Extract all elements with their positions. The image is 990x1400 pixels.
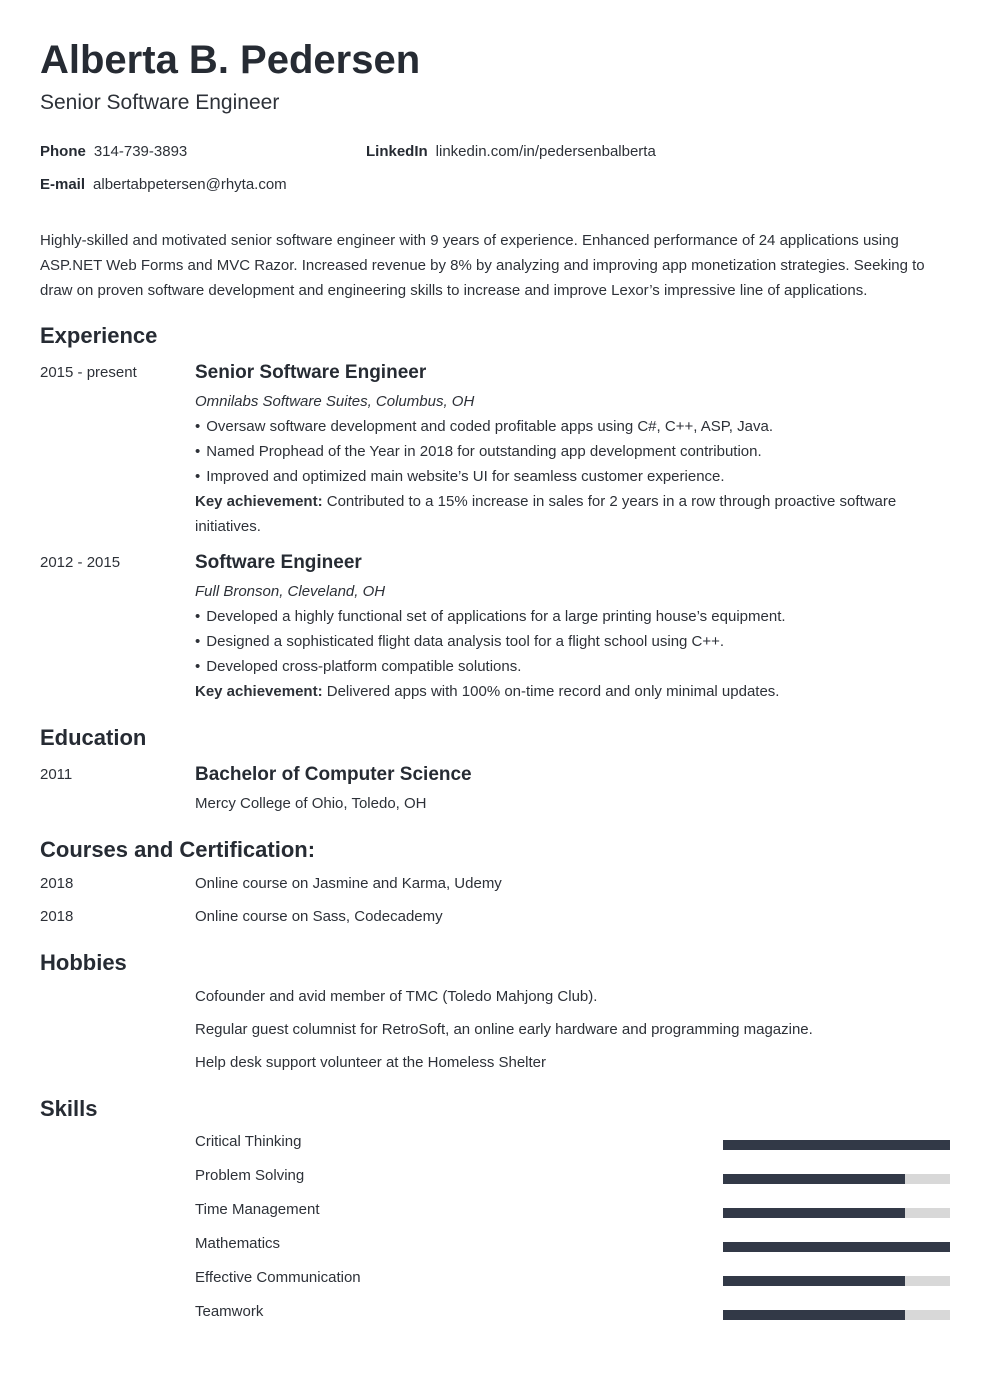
job-dates: 2012 - 2015 bbox=[40, 554, 121, 571]
hobby-item: Cofounder and avid member of TMC (Toledo Mahjong Club). bbox=[195, 988, 598, 1005]
skill-level-fill bbox=[723, 1140, 950, 1150]
skill-level-fill bbox=[723, 1310, 905, 1320]
education-year: 2011 bbox=[40, 766, 73, 783]
course-text: Online course on Sass, Codecademy bbox=[195, 908, 443, 925]
job-achievement bbox=[195, 679, 779, 704]
skill-level-fill bbox=[723, 1242, 950, 1252]
job-bullet: • Developed cross-platform compatible solutions. bbox=[195, 654, 521, 679]
skill-level-bar bbox=[723, 1242, 950, 1252]
job-dates: 2015 - present bbox=[40, 364, 137, 381]
skill-row bbox=[195, 1201, 950, 1221]
achievement-text: Delivered apps with 100% on-time record and only minimal updates. bbox=[326, 683, 780, 700]
job-bullet: • Designed a sophisticated flight data analysis tool for a flight school using C++. bbox=[195, 629, 724, 654]
skill-level-fill bbox=[723, 1174, 905, 1184]
linkedin-value[interactable]: linkedin.com/in/pedersenbalberta bbox=[435, 143, 656, 160]
skill-level-bar bbox=[723, 1174, 950, 1184]
skill-name: Problem Solving bbox=[195, 1167, 305, 1184]
skill-row bbox=[195, 1269, 950, 1289]
email-value[interactable]: albertabpetersen@rhyta.com bbox=[93, 176, 287, 193]
phone-value[interactable]: 314-739-3893 bbox=[93, 143, 188, 160]
contact-linkedin bbox=[366, 143, 656, 160]
course-text: Online course on Jasmine and Karma, Udemy bbox=[195, 875, 502, 892]
course-year: 2018 bbox=[40, 875, 74, 892]
skill-level-fill bbox=[723, 1276, 905, 1286]
phone-label: Phone bbox=[40, 143, 86, 160]
job-company: Omnilabs Software Suites, Columbus, OH bbox=[195, 393, 475, 410]
job-bullet: • Developed a highly functional set of applications for a large printing house’s equipment. bbox=[195, 604, 786, 629]
job-bullet: • Named Prophead of the Year in 2018 for outstanding app development contribution. bbox=[195, 439, 762, 464]
skill-level-bar bbox=[723, 1140, 950, 1150]
experience-heading: Experience bbox=[40, 323, 158, 348]
linkedin-label: LinkedIn bbox=[366, 143, 428, 160]
skill-name: Effective Communication bbox=[195, 1269, 361, 1286]
job-title: Software Engineer bbox=[195, 552, 362, 573]
job-title: Senior Software Engineer bbox=[195, 362, 427, 383]
person-name: Alberta B. Pedersen bbox=[40, 38, 421, 82]
job-headline: Senior Software Engineer bbox=[40, 91, 280, 114]
course-year: 2018 bbox=[40, 908, 74, 925]
achievement-label: Key achievement: bbox=[195, 493, 323, 510]
hobby-item: Regular guest columnist for RetroSoft, an online early hardware and programming magazine. bbox=[195, 1021, 813, 1038]
job-bullet: • Improved and optimized main website’s UI for seamless customer experience. bbox=[195, 464, 725, 489]
skill-name: Critical Thinking bbox=[195, 1133, 302, 1150]
skill-row bbox=[195, 1133, 950, 1153]
contact-email bbox=[40, 176, 287, 193]
skill-level-bar bbox=[723, 1276, 950, 1286]
skill-level-bar bbox=[723, 1208, 950, 1218]
education-school: Mercy College of Ohio, Toledo, OH bbox=[195, 795, 427, 812]
skill-row bbox=[195, 1167, 950, 1187]
skill-row bbox=[195, 1303, 950, 1323]
contact-phone bbox=[40, 143, 187, 160]
skill-level-fill bbox=[723, 1208, 905, 1218]
skills-heading: Skills bbox=[40, 1096, 98, 1121]
job-company: Full Bronson, Cleveland, OH bbox=[195, 583, 386, 600]
education-heading: Education bbox=[40, 725, 147, 750]
job-achievement bbox=[195, 489, 915, 539]
achievement-label: Key achievement: bbox=[195, 683, 323, 700]
skill-name: Mathematics bbox=[195, 1235, 281, 1252]
achievement-text: Contributed to a 15% increase in sales for 2 years in a row through proactive software initiatives. bbox=[195, 493, 897, 535]
email-label: E-mail bbox=[40, 176, 86, 193]
courses-heading: Courses and Certification: bbox=[40, 837, 316, 862]
hobbies-heading: Hobbies bbox=[40, 950, 127, 975]
job-bullet: • Oversaw software development and coded profitable apps using C#, C++, ASP, Java. bbox=[195, 414, 773, 439]
skill-name: Teamwork bbox=[195, 1303, 264, 1320]
education-degree: Bachelor of Computer Science bbox=[195, 764, 472, 785]
hobby-item: Help desk support volunteer at the Homeless Shelter bbox=[195, 1054, 547, 1071]
summary-paragraph: Highly-skilled and motivated senior software engineer with 9 years of experience. Enhanced performance of 24 applications using ASP.NET Web Forms and MVC Razor. Increased revenue by 8% by analyzing and improving app monetization strategies. Seeking to draw on proven software development and engineering skills to increase and improve Lexor’s impressive line of applications. bbox=[40, 232, 925, 299]
skill-level-bar bbox=[723, 1310, 950, 1320]
skill-name: Time Management bbox=[195, 1201, 320, 1218]
skill-row bbox=[195, 1235, 950, 1255]
